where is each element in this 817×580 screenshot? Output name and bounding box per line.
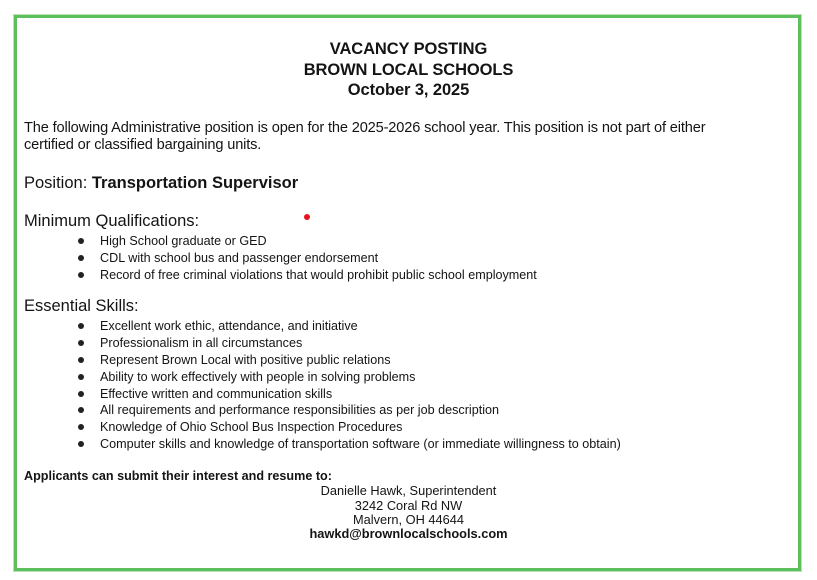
bullet-icon [78, 357, 84, 363]
position-title: Transportation Supervisor [91, 174, 299, 192]
qualification-text: Record of free criminal violations that would prohibit public school employment [100, 268, 537, 282]
intro-paragraph-line-2: certified or classified bargaining units. [24, 137, 262, 153]
bullet-icon [78, 374, 84, 380]
skill-item [76, 353, 391, 367]
red-marker-dot [304, 214, 310, 220]
qualification-item [76, 234, 267, 248]
skill-item [76, 420, 402, 434]
bullet-icon [78, 441, 84, 447]
organization-name: BROWN LOCAL SCHOOLS [303, 61, 514, 79]
qualification-text: CDL with school bus and passenger endorsement [100, 251, 379, 265]
qualification-item [76, 251, 378, 265]
skill-item [76, 403, 499, 417]
bullet-icon [78, 272, 84, 278]
skill-item [76, 336, 302, 350]
skill-item [76, 437, 621, 451]
qualification-text: High School graduate or GED [100, 234, 267, 248]
skill-text: Effective written and communication skills [100, 387, 333, 401]
skill-item [76, 319, 358, 333]
skill-text: Professionalism in all circumstances [100, 336, 303, 350]
contact-name: Danielle Hawk, Superintendent [320, 483, 497, 498]
contact-email-link[interactable]: hawkd@brownlocalschools.com [309, 526, 508, 541]
address-line-1: 3242 Coral Rd NW [354, 498, 463, 513]
bullet-icon [78, 424, 84, 430]
skill-item [76, 370, 415, 384]
posting-title: VACANCY POSTING [329, 40, 488, 58]
position-label: Position: [24, 174, 92, 192]
skill-text: Ability to work effectively with people in solving problems [100, 370, 416, 384]
intro-paragraph-line-1: The following Administrative position is open for the 2025-2026 school year. This position is not part of either [24, 120, 706, 136]
bullet-icon [78, 323, 84, 329]
application-instructions: Applicants can submit their interest and resume to: [24, 469, 332, 483]
skill-text: Represent Brown Local with positive public relations [100, 353, 391, 367]
skill-item [76, 387, 332, 401]
posting-date: October 3, 2025 [347, 81, 470, 99]
skill-text: Computer skills and knowledge of transportation software (or immediate willingness to obtain) [100, 437, 621, 451]
skill-text: Excellent work ethic, attendance, and initiative [100, 319, 358, 333]
bullet-icon [78, 407, 84, 413]
essential-skills-heading: Essential Skills: [24, 297, 139, 315]
bullet-icon [78, 340, 84, 346]
skill-text: All requirements and performance responsibilities as per job description [100, 403, 500, 417]
bullet-icon [78, 391, 84, 397]
bullet-icon [78, 255, 84, 261]
qualification-item [76, 268, 537, 282]
min-qualifications-heading: Minimum Qualifications: [24, 212, 200, 230]
address-line-2: Malvern, OH 44644 [353, 512, 464, 527]
skill-text: Knowledge of Ohio School Bus Inspection Procedures [100, 420, 403, 434]
bullet-icon [78, 238, 84, 244]
position-line [24, 174, 298, 193]
